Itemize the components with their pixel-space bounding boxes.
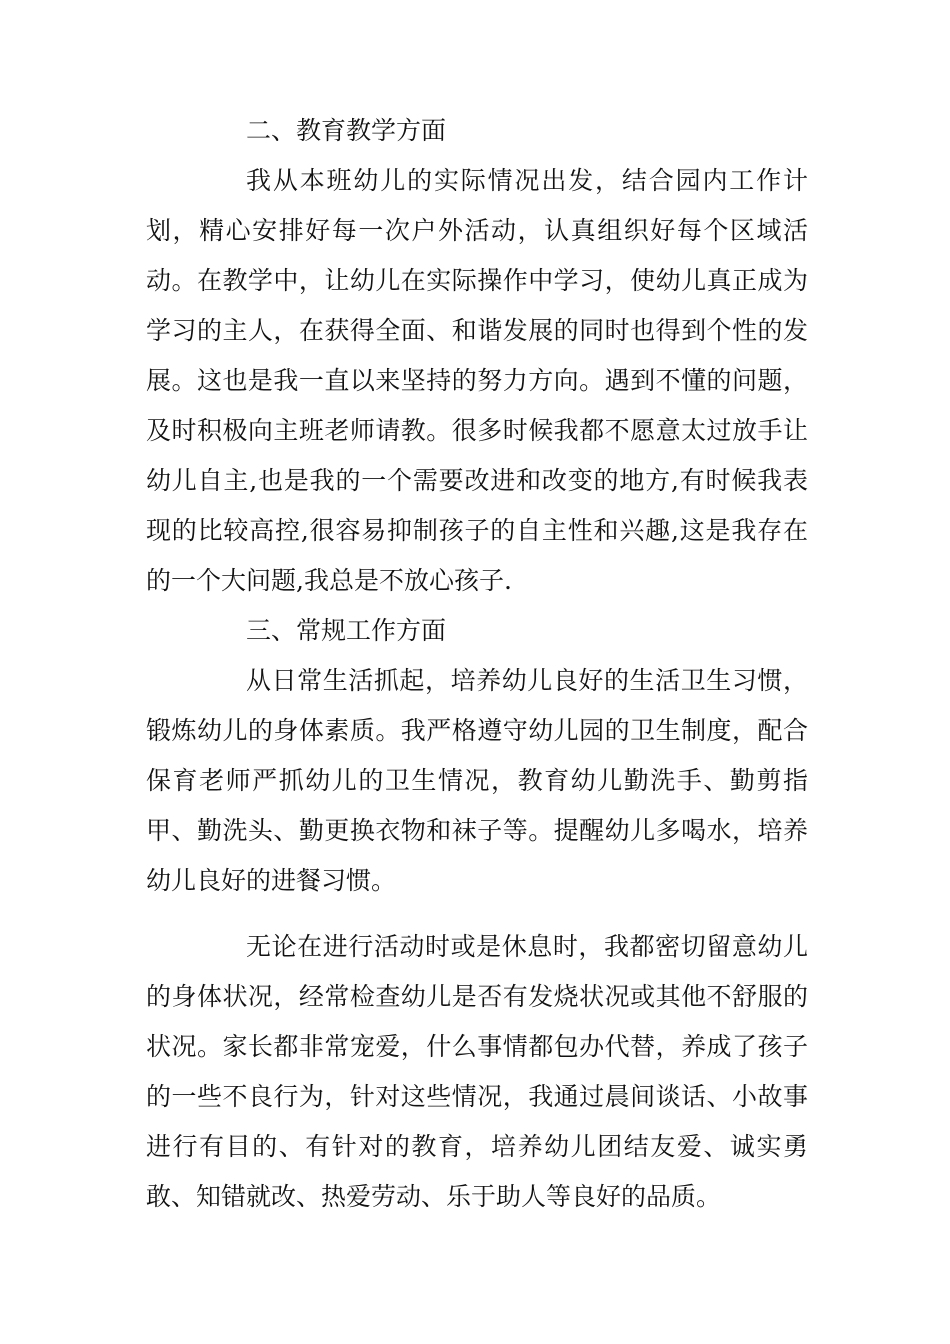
paragraph-teaching: 我从本班幼儿的实际情况出发，结合园内工作计划，精心安排好每一次户外活动，认真组织好每个区域活动。在教学中，让幼儿在实际操作中学习，使幼儿真正成为学习的主人，在获得全面、和谐发展的同时也得到个性的发展。这也是我一直以来坚持的努力方向。遇到不懂的问题，及时积极向主班老师请教。很多时候我都不愿意太过放手让幼儿自主,也是我的一个需要改进和改变的地方,有时候我表现的比较高控,很容易抑制孩子的自主性和兴趣,这是我存在的一个大问题,我总是不放心孩子. <box>146 166 808 595</box>
section-heading-teaching: 二、教育教学方面 <box>246 116 447 145</box>
document-body <box>146 106 808 1222</box>
paragraph-routine-health: 无论在进行活动时或是休息时，我都密切留意幼儿的身体状况，经常检查幼儿是否有发烧状况或其他不舒服的状况。家长都非常宠爱，什么事情都包办代替，养成了孩子的一些不良行为，针对这些情况，我通过晨间谈话、小故事进行有目的、有针对的教育，培养幼儿团结友爱、诚实勇敢、知错就改、热爱劳动、乐于助人等良好的品质。 <box>146 932 808 1211</box>
paragraph-routine-hygiene: 从日常生活抓起，培养幼儿良好的生活卫生习惯，锻炼幼儿的身体素质。我严格遵守幼儿园的卫生制度，配合保育老师严抓幼儿的卫生情况，教育幼儿勤洗手、勤剪指甲、勤洗头、勤更换衣物和袜子等。提醒幼儿多喝水，培养幼儿良好的进餐习惯。 <box>146 666 808 895</box>
section-heading-routine: 三、常规工作方面 <box>246 616 447 645</box>
